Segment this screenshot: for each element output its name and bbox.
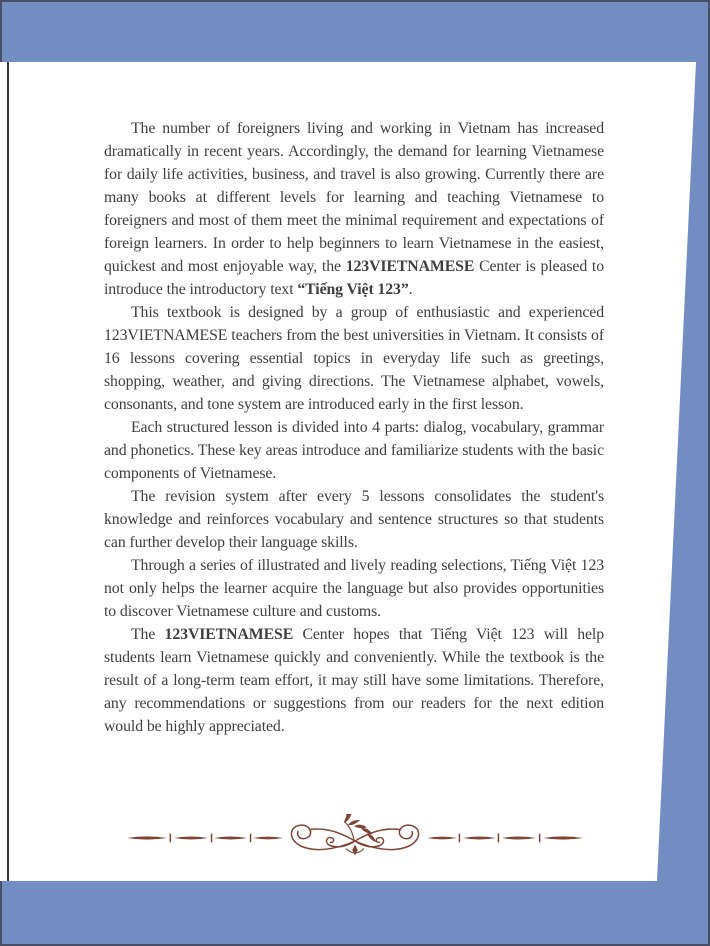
paragraph: Through a series of illustrated and lively reading selections, Tiếng Việt 123 not only helps the learner acquire the language but also provides opportunities to discover Vietnamese culture and customs. (104, 557, 604, 620)
paragraph: The revision system after every 5 lessons consolidates the student's knowledge and reinforces vocabulary and sentence structures so that students can further develop their language skills. (104, 488, 604, 551)
page-text (104, 117, 604, 738)
paragraph: Each structured lesson is divided into 4 parts: dialog, vocabulary, grammar and phonetics. These key areas introduce and familiarize students with the basic components of Vietnamese. (104, 419, 604, 482)
flourish-divider (125, 814, 585, 862)
page-binding-edge (7, 62, 9, 881)
pendant-icon (346, 845, 364, 856)
paragraph: The 123VIETNAMESE Center hopes that Tiếng Việt 123 will help students learn Vietnamese quickly and conveniently. While the textbook is the result of a long-term team effort, it may still have some limitations. Therefore, any recommendations or suggestions from our readers for the next edition would be highly appreciated. (104, 626, 604, 735)
paragraph: The number of foreigners living and working in Vietnam has increased dramatically in recent years. Accordingly, the demand for learning Vietnamese for daily life activities, business, and travel is also growing. Currently there are many books at different levels for learning and teaching Vietnamese to foreigners and most of them meet the minimal requirement and expectations of foreign learners. In order to help beginners to learn Vietnamese in the easiest, quickest and most enjoyable way, the 123VIETNAMESE Center is pleased to introduce the introductory text “Tiếng Việt 123”. (104, 120, 604, 298)
paragraph: This textbook is designed by a group of enthusiastic and experienced 123VIETNAMESE teachers from the best universities in Vietnam. It consists of 16 lessons covering essential topics in everyday life such as greetings, shopping, weather, and giving directions. The Vietnamese alphabet, vowels, consonants, and tone system are introduced early in the first lesson. (104, 304, 604, 413)
flourish-divider-icon (125, 814, 585, 862)
